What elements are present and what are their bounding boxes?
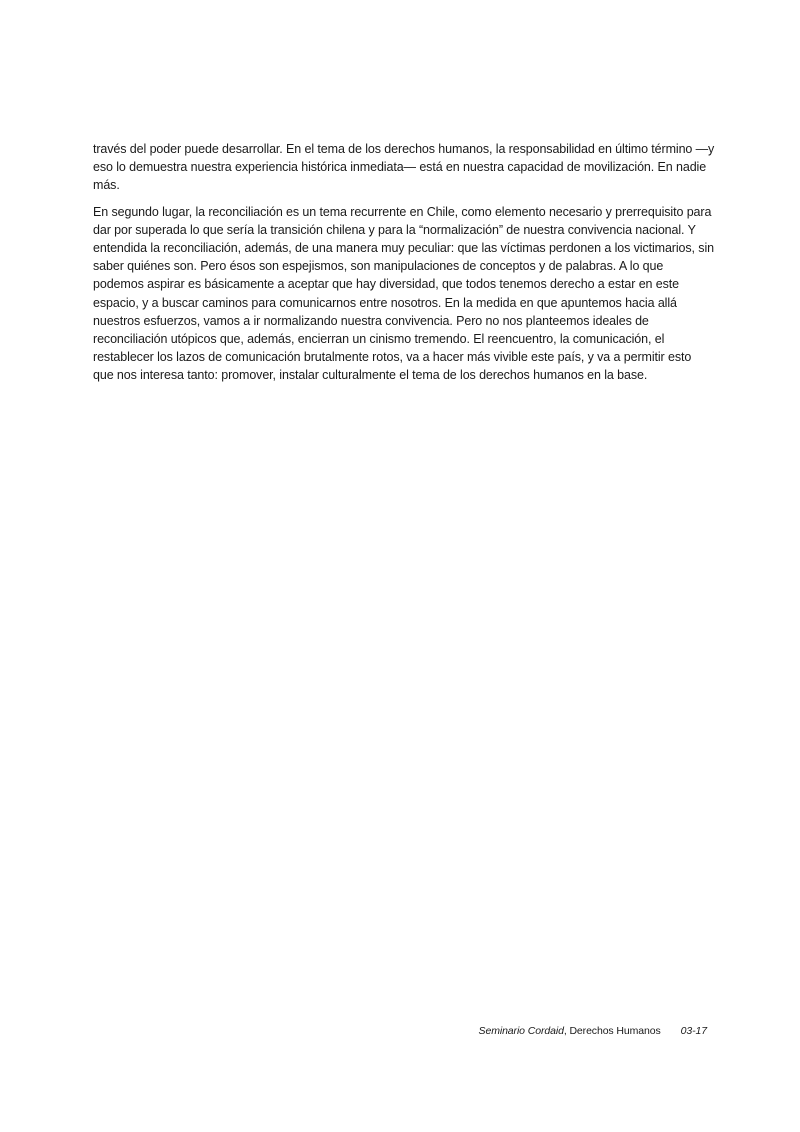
page-footer [479, 1024, 707, 1038]
page-number: 03-17 [680, 1025, 707, 1037]
document-body [93, 140, 715, 393]
paragraph-2: En segundo lugar, la reconciliación es un tema recurrente en Chile, como elemento necesario y prerrequisito para dar por superada lo que sería la transición chilena y para la “normalización” de nuestra convivencia nacional. Y entendida la reconciliación, además, de una manera muy peculiar: que las víctimas perdonen a los victimarios, sin saber quiénes son. Pero ésos son espejismos, son manipulaciones de conceptos y de palabras. A lo que podemos aspirar es básicamente a aceptar que hay diversidad, que todos tenemos derecho a estar en este espacio, y a buscar caminos para comunicarnos entre nosotros. En la medida en que apuntemos hacia allá nuestros esfuerzos, vamos a ir normalizando nuestra convivencia. Pero no nos planteemos ideales de reconciliación utópicos que, además, encierran un cinismo tremendo. El reencuentro, la comunicación, el restablecer los lazos de comunicación brutalmente rotos, va a hacer más vivible este país, y va a permitir esto que nos interesa tanto: promover, instalar culturalmente el tema de los derechos humanos en la base. [93, 204, 714, 383]
paragraph-1: través del poder puede desarrollar. En el tema de los derechos humanos, la responsabilidad en último término —y eso lo demuestra nuestra experiencia histórica inmediata— está en nuestra capacidad de movilización. En nadie más. [93, 142, 715, 193]
footer-source-title: Seminario Cordaid [478, 1025, 564, 1037]
footer-source-subtitle: , Derechos Humanos [563, 1025, 661, 1037]
